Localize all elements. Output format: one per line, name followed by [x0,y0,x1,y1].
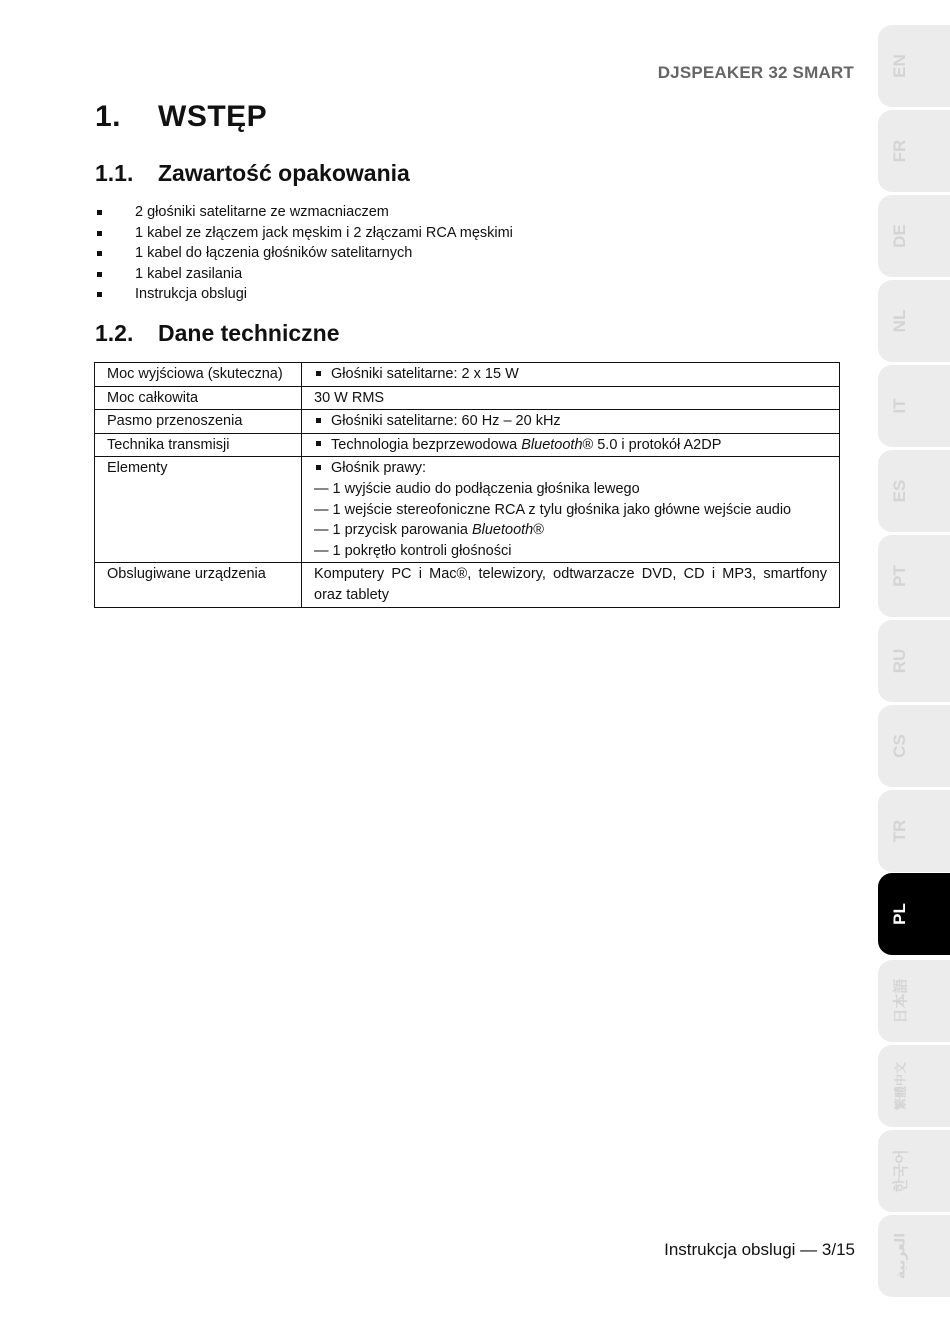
bullet-icon [97,292,102,297]
list-item: 1 kabel do łączenia głośników satelitarnych [95,243,513,264]
list-item: Instrukcja obslugi [95,284,513,305]
tab-zh[interactable]: 繁體中文 [878,1045,950,1127]
list-item: 1 kabel ze złączem jack męskim i 2 złączami RCA męskimi [95,223,513,244]
section-heading-1 [95,100,267,134]
section-title: WSTĘP [158,100,268,133]
tab-en[interactable]: EN [878,25,950,107]
tab-cs[interactable]: CS [878,705,950,787]
bullet-icon [316,371,321,376]
section-title: Dane techniczne [158,320,340,346]
bullet-icon [97,272,102,277]
product-title: DJSPEAKER 32 SMART [657,63,854,82]
bullet-icon [97,231,102,236]
spec-label: Elementy [95,457,302,563]
tab-ja[interactable]: 日本語 [878,960,950,1042]
bullet-icon [316,441,321,446]
language-tabs [878,0,950,1330]
section-number: 1.2. [95,320,134,346]
spec-value: Technologia bezprzewodowa Bluetooth® 5.0 i protokół A2DP [302,433,840,457]
spec-label: Technika transmisji [95,433,302,457]
page-footer: Instrukcja obslugi — 3/15 [664,1240,855,1259]
section-number: 1.1. [95,160,134,186]
section-title: Zawartość opakowania [158,160,410,186]
tab-ar[interactable]: العربية [878,1215,950,1297]
table-row [95,433,840,457]
spec-value: Głośniki satelitarne: 60 Hz – 20 kHz [302,410,840,434]
table-row [95,363,840,387]
tab-fr[interactable]: FR [878,110,950,192]
bullet-icon [316,465,321,470]
section-heading-1-1 [95,160,410,187]
bullet-icon [316,418,321,423]
bullet-icon [97,251,102,256]
package-contents-list [95,202,513,305]
list-item: 1 kabel zasilania [95,264,513,285]
list-item: 2 głośniki satelitarne ze wzmacniaczem [95,202,513,223]
table-row [95,457,840,563]
tab-nl[interactable]: NL [878,280,950,362]
table-row [95,386,840,410]
bullet-icon [97,210,102,215]
spec-value: Głośniki satelitarne: 2 x 15 W [302,363,840,387]
tab-tr[interactable]: TR [878,790,950,872]
spec-label: Moc całkowita [95,386,302,410]
table-row [95,410,840,434]
section-number: 1. [95,100,122,133]
spec-label: Moc wyjściowa (skuteczna) [95,363,302,387]
tab-pt[interactable]: PT [878,535,950,617]
tab-ko[interactable]: 한국어 [878,1130,950,1212]
spec-value: Głośnik prawy: — 1 wyjście audio do podłączenia głośnika lewego — 1 wejście stereofoniczne RCA z tylu głośnika jako główne wejście audio — 1 przycisk parowania Bluetooth® — 1 pokrętło kontroli głośności [302,457,840,563]
spec-value: Komputery PC i Mac®, telewizory, odtwarzacze DVD, CD i MP3, smartfony oraz tablety [302,563,840,607]
table-row [95,563,840,607]
section-heading-1-2 [95,320,340,347]
spec-label: Obslugiwane urządzenia [95,563,302,607]
tab-es[interactable]: ES [878,450,950,532]
tab-it[interactable]: IT [878,365,950,447]
tab-pl[interactable]: PL [878,873,950,955]
spec-label: Pasmo przenoszenia [95,410,302,434]
tab-de[interactable]: DE [878,195,950,277]
spec-value: 30 W RMS [302,386,840,410]
tab-ru[interactable]: RU [878,620,950,702]
specifications-table [94,362,840,608]
